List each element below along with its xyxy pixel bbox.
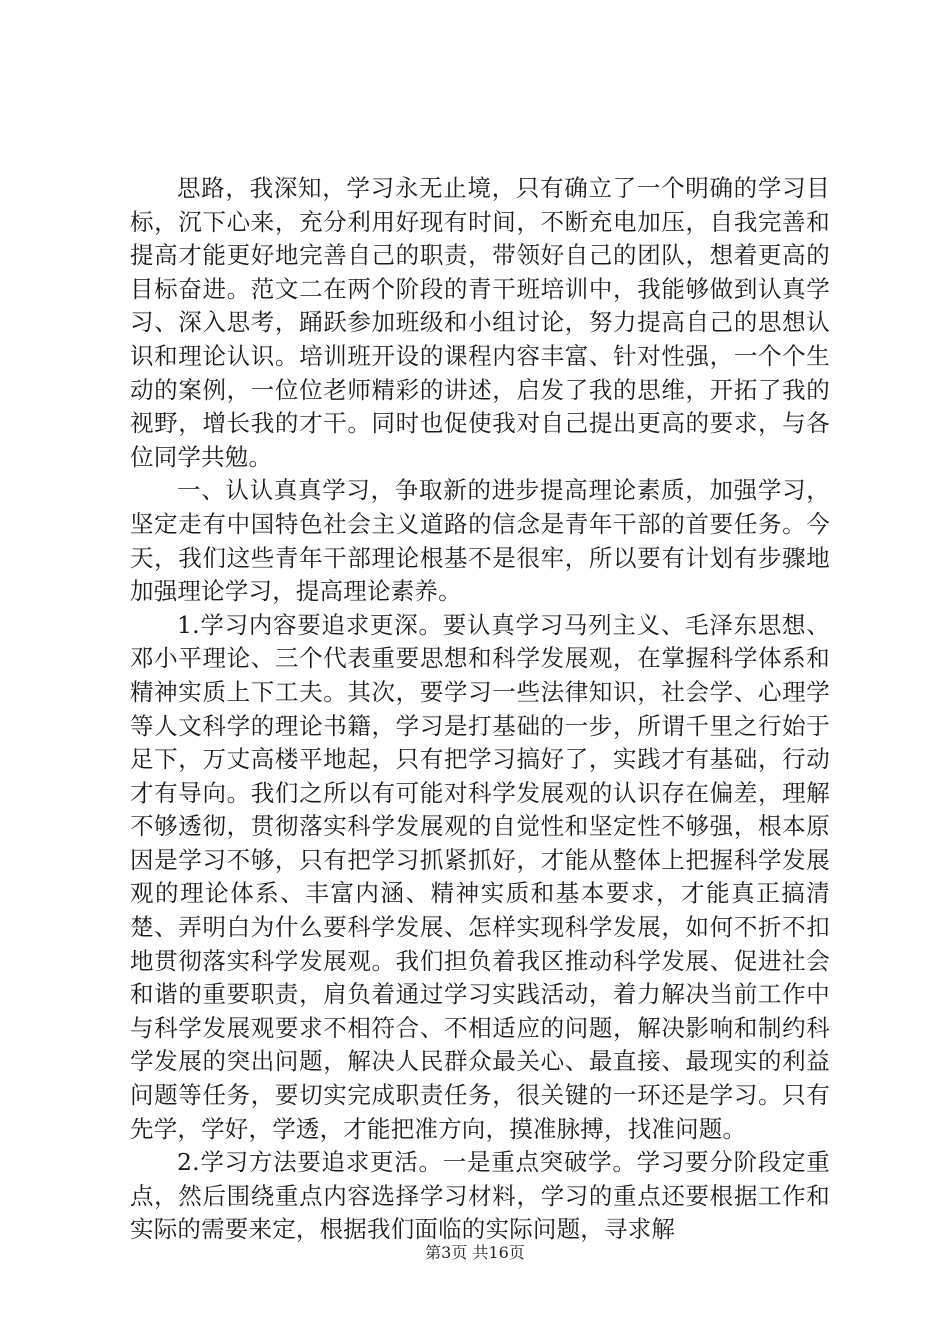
paragraph-3: 1.学习内容要追求更深。要认真学习马列主义、毛泽东思想、邓小平理论、三个代表重要思想和科学发展观，在掌握科学体系和精神实质上下工夫。其次，要学习一些法律知识，社会学、心理学等人文科学的理论书籍，学习是打基础的一步，所谓千里之行始于足下，万丈高楼平地起，只有把学习搞好了，实践才有基础，行动才有导向。我们之所以有可能对科学发展观的认识存在偏差，理解不够透彻，贯彻落实科学发展观的自觉性和坚定性不够强，根本原因是学习不够，只有把学习抓紧抓好，才能从整体上把握科学发展观的理论体系、丰富内涵、精神实质和基本要求，才能真正搞清楚、弄明白为什么要科学发展、怎样实现科学发展，如何不折不扣地贯彻落实科学发展观。我们担负着我区推动科学发展、促进社会和谐的重要职责，肩负着通过学习实践活动，着力解决当前工作中与科学发展观要求不相符合、不相适应的问题，解决影响和制约科学发展的突出问题，解决人民群众最关心、最直接、最现实的利益问题等任务，要切实完成职责任务，很关键的一环还是学习。只有先学，学好，学透，才能把准方向，摸准脉搏，找准问题。 — [130, 610, 830, 1143]
paragraph-1: 思路，我深知，学习永无止境，只有确立了一个明确的学习目标，沉下心来，充分利用好现有时间，不断充电加压，自我完善和提高才能更好地完善自己的职责，带领好自己的团队，想着更高的目标奋进。范文二在两个阶段的青干班培训中，我能够做到认真学习、深入思考，踊跃参加班级和小组讨论，努力提高自己的思想认识和理论认识。培训班开设的课程内容丰富、针对性强，一个个生动的案例，一位位老师精彩的讲述，启发了我的思维，开拓了我的视野，增长我的才干。同时也促使我对自己提出更高的要求，与各位同学共勉。 — [130, 174, 830, 471]
paragraph-4: 2.学习方法要追求更活。一是重点突破学。学习要分阶段定重点，然后围绕重点内容选择学习材料，学习的重点还要根据工作和实际的需要来定，根据我们面临的实际问题，寻求解 — [130, 1148, 830, 1244]
paragraph-2: 一、认认真真学习，争取新的进步提高理论素质，加强学习，坚定走有中国特色社会主义道路的信念是青年干部的首要任务。今天，我们这些青年干部理论根基不是很牢，所以要有计划有步骤地加强理论学习，提高理论素养。 — [130, 476, 830, 606]
document-body — [130, 172, 830, 1247]
page-footer: 第3页 共16页 — [425, 1243, 525, 1262]
